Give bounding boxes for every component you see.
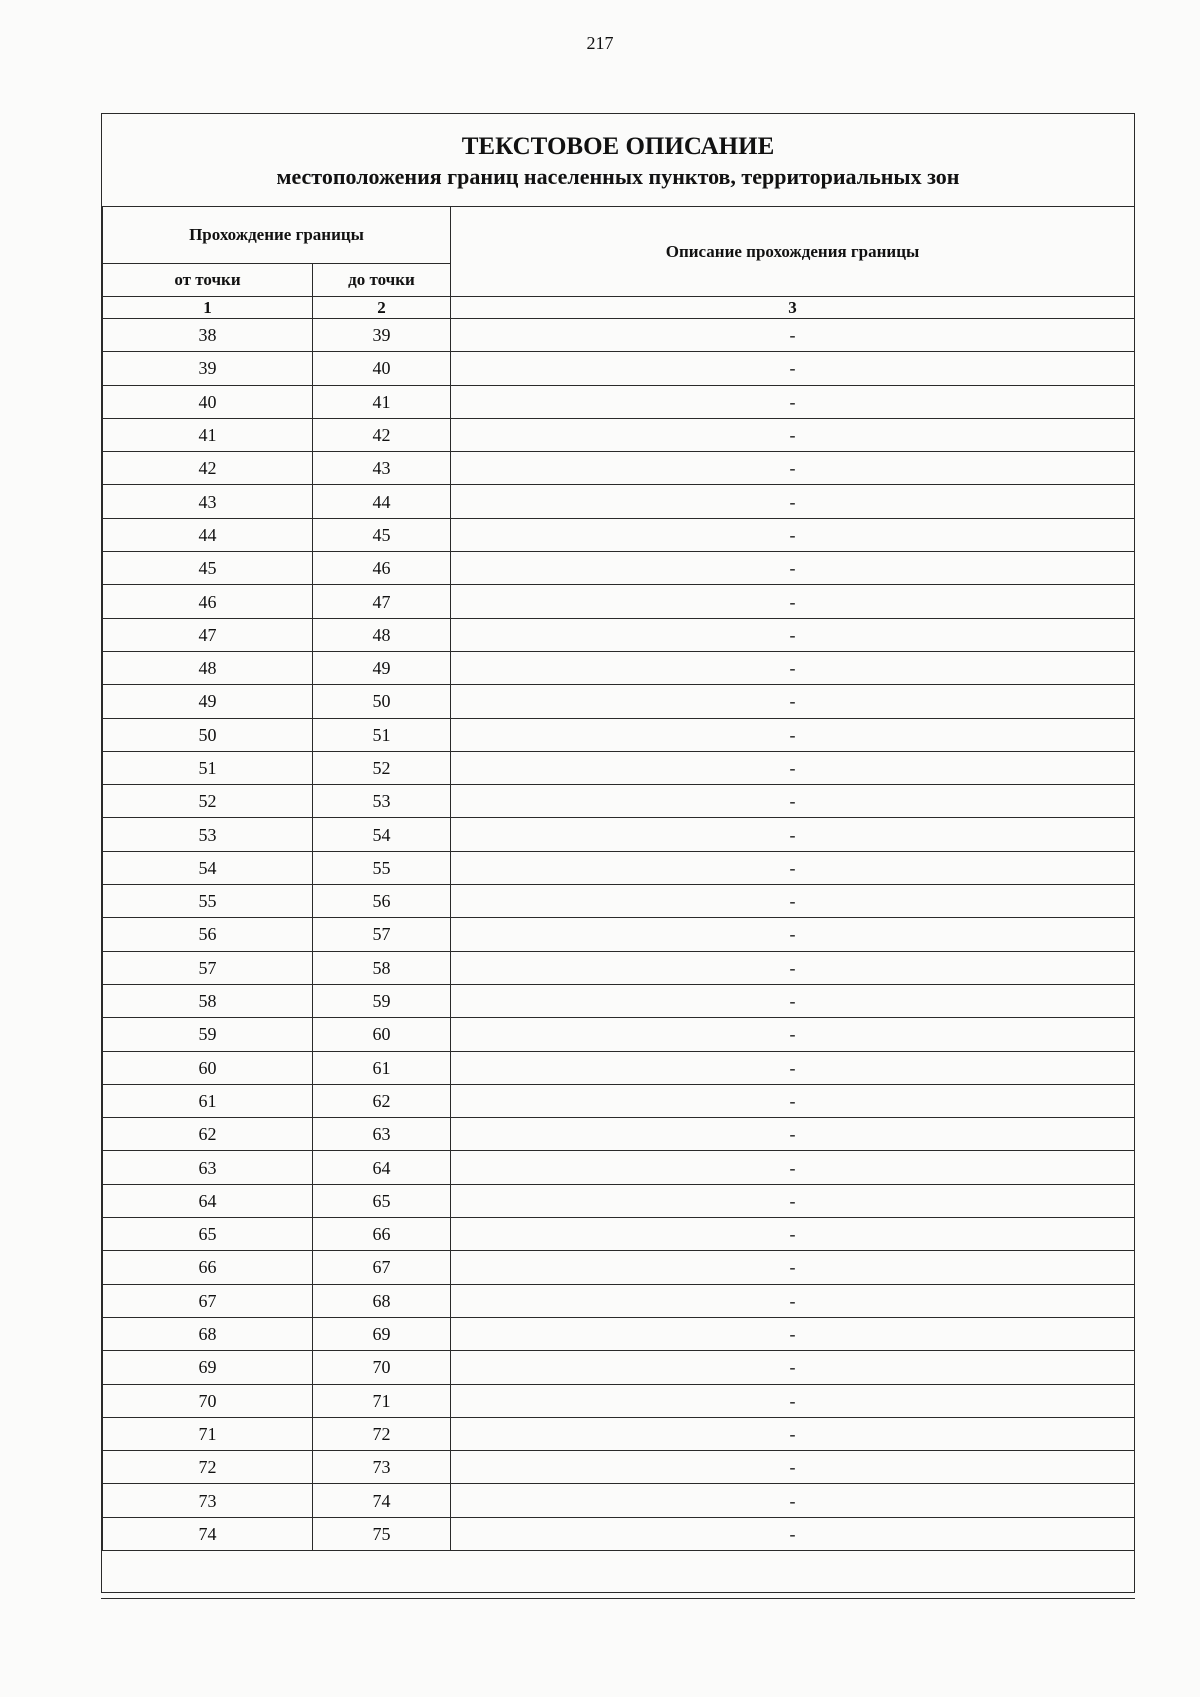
header-description: Описание прохождения границы: [451, 207, 1135, 297]
cell-to-point: 43: [313, 452, 451, 485]
table-row: [103, 1184, 1135, 1217]
cell-from-point: 48: [103, 651, 313, 684]
table-row: [103, 1317, 1135, 1350]
cell-from-point: 50: [103, 718, 313, 751]
cell-from-point: 45: [103, 552, 313, 585]
cell-to-point: 56: [313, 885, 451, 918]
cell-to-point: 62: [313, 1084, 451, 1117]
table-row: [103, 418, 1135, 451]
table-row: [103, 651, 1135, 684]
cell-to-point: 63: [313, 1118, 451, 1151]
cell-from-point: 65: [103, 1218, 313, 1251]
cell-from-point: 40: [103, 385, 313, 418]
cell-to-point: 64: [313, 1151, 451, 1184]
table-row: [103, 718, 1135, 751]
table-row: [103, 518, 1135, 551]
table-row: [103, 1251, 1135, 1284]
cell-description: -: [451, 1184, 1135, 1217]
cell-from-point: 46: [103, 585, 313, 618]
table-row: [103, 918, 1135, 951]
table-row: [103, 1517, 1135, 1550]
cell-description: -: [451, 1218, 1135, 1251]
cell-from-point: 62: [103, 1118, 313, 1151]
table-row: [103, 1284, 1135, 1317]
cell-from-point: 38: [103, 319, 313, 352]
cell-from-point: 44: [103, 518, 313, 551]
cell-description: -: [451, 1284, 1135, 1317]
cell-description: -: [451, 751, 1135, 784]
cell-to-point: 57: [313, 918, 451, 951]
cell-to-point: 69: [313, 1317, 451, 1350]
cell-description: -: [451, 1151, 1135, 1184]
table-body: [103, 319, 1135, 1551]
cell-to-point: 44: [313, 485, 451, 518]
cell-description: -: [451, 1517, 1135, 1550]
bottom-rule: [101, 1598, 1135, 1599]
cell-description: -: [451, 1351, 1135, 1384]
cell-to-point: 42: [313, 418, 451, 451]
table-row: [103, 1151, 1135, 1184]
cell-to-point: 75: [313, 1517, 451, 1550]
cell-to-point: 67: [313, 1251, 451, 1284]
cell-to-point: 41: [313, 385, 451, 418]
cell-to-point: 40: [313, 352, 451, 385]
table-row: [103, 851, 1135, 884]
table-row: [103, 685, 1135, 718]
cell-to-point: 54: [313, 818, 451, 851]
document-title: ТЕКСТОВОЕ ОПИСАНИЕ: [461, 133, 775, 160]
cell-to-point: 73: [313, 1451, 451, 1484]
cell-from-point: 72: [103, 1451, 313, 1484]
cell-description: -: [451, 518, 1135, 551]
table-row: [103, 319, 1135, 352]
cell-to-point: 46: [313, 552, 451, 585]
document-frame: [101, 113, 1135, 1593]
header-to-point: до точки: [313, 264, 451, 297]
cell-description: -: [451, 785, 1135, 818]
cell-description: -: [451, 352, 1135, 385]
table-row: [103, 951, 1135, 984]
title-block: [102, 132, 1134, 192]
table-row: [103, 485, 1135, 518]
table-row: [103, 984, 1135, 1017]
cell-description: -: [451, 1384, 1135, 1417]
cell-from-point: 41: [103, 418, 313, 451]
table-row: [103, 552, 1135, 585]
cell-from-point: 54: [103, 851, 313, 884]
header-boundary-passage: Прохождение границы: [103, 207, 451, 264]
cell-to-point: 74: [313, 1484, 451, 1517]
cell-description: -: [451, 1251, 1135, 1284]
cell-to-point: 39: [313, 319, 451, 352]
cell-from-point: 47: [103, 618, 313, 651]
cell-from-point: 51: [103, 751, 313, 784]
cell-description: -: [451, 685, 1135, 718]
cell-from-point: 69: [103, 1351, 313, 1384]
table-row: [103, 818, 1135, 851]
cell-from-point: 66: [103, 1251, 313, 1284]
cell-from-point: 56: [103, 918, 313, 951]
cell-description: -: [451, 618, 1135, 651]
cell-description: -: [451, 851, 1135, 884]
cell-description: -: [451, 1051, 1135, 1084]
cell-to-point: 55: [313, 851, 451, 884]
table-row: [103, 385, 1135, 418]
table-row: [103, 1417, 1135, 1450]
table-row: [103, 1484, 1135, 1517]
table-row: [103, 618, 1135, 651]
cell-to-point: 65: [313, 1184, 451, 1217]
cell-from-point: 39: [103, 352, 313, 385]
cell-from-point: 67: [103, 1284, 313, 1317]
cell-description: -: [451, 1317, 1135, 1350]
cell-from-point: 52: [103, 785, 313, 818]
cell-from-point: 74: [103, 1517, 313, 1550]
table-row: [103, 1084, 1135, 1117]
cell-description: -: [451, 585, 1135, 618]
cell-description: -: [451, 1417, 1135, 1450]
cell-to-point: 50: [313, 685, 451, 718]
cell-to-point: 70: [313, 1351, 451, 1384]
cell-description: -: [451, 918, 1135, 951]
table-row: [103, 1351, 1135, 1384]
cell-description: -: [451, 385, 1135, 418]
table-row: [103, 1218, 1135, 1251]
boundary-table: [102, 206, 1135, 1551]
cell-from-point: 68: [103, 1317, 313, 1350]
cell-to-point: 48: [313, 618, 451, 651]
table-row: [103, 785, 1135, 818]
cell-from-point: 53: [103, 818, 313, 851]
table-row: [103, 1118, 1135, 1151]
page-number: 217: [586, 33, 614, 53]
cell-description: -: [451, 1084, 1135, 1117]
cell-from-point: 70: [103, 1384, 313, 1417]
cell-to-point: 47: [313, 585, 451, 618]
cell-description: -: [451, 418, 1135, 451]
cell-from-point: 73: [103, 1484, 313, 1517]
cell-description: -: [451, 651, 1135, 684]
table-row: [103, 1451, 1135, 1484]
cell-to-point: 58: [313, 951, 451, 984]
table-header: [103, 207, 1135, 319]
cell-description: -: [451, 452, 1135, 485]
table-row: [103, 751, 1135, 784]
header-col-number-3: 3: [451, 297, 1135, 319]
table-row: [103, 885, 1135, 918]
document-subtitle: местоположения границ населенных пунктов, территориальных зон: [276, 164, 960, 189]
cell-description: -: [451, 552, 1135, 585]
table-row: [103, 585, 1135, 618]
cell-to-point: 66: [313, 1218, 451, 1251]
cell-to-point: 51: [313, 718, 451, 751]
cell-from-point: 42: [103, 452, 313, 485]
cell-description: -: [451, 984, 1135, 1017]
cell-to-point: 53: [313, 785, 451, 818]
header-col-number-1: 1: [103, 297, 313, 319]
cell-from-point: 61: [103, 1084, 313, 1117]
cell-from-point: 60: [103, 1051, 313, 1084]
cell-from-point: 57: [103, 951, 313, 984]
cell-from-point: 43: [103, 485, 313, 518]
cell-from-point: 59: [103, 1018, 313, 1051]
header-col-number-2: 2: [313, 297, 451, 319]
cell-description: -: [451, 485, 1135, 518]
cell-from-point: 49: [103, 685, 313, 718]
cell-to-point: 49: [313, 651, 451, 684]
table-row: [103, 352, 1135, 385]
cell-from-point: 55: [103, 885, 313, 918]
cell-to-point: 45: [313, 518, 451, 551]
cell-to-point: 72: [313, 1417, 451, 1450]
cell-to-point: 59: [313, 984, 451, 1017]
cell-description: -: [451, 1484, 1135, 1517]
cell-description: -: [451, 818, 1135, 851]
cell-from-point: 64: [103, 1184, 313, 1217]
cell-to-point: 68: [313, 1284, 451, 1317]
cell-to-point: 71: [313, 1384, 451, 1417]
cell-description: -: [451, 1451, 1135, 1484]
table-row: [103, 452, 1135, 485]
cell-to-point: 61: [313, 1051, 451, 1084]
cell-description: -: [451, 718, 1135, 751]
header-from-point: от точки: [103, 264, 313, 297]
cell-from-point: 58: [103, 984, 313, 1017]
table-row: [103, 1051, 1135, 1084]
cell-to-point: 60: [313, 1018, 451, 1051]
table-row: [103, 1384, 1135, 1417]
table-row: [103, 1018, 1135, 1051]
cell-to-point: 52: [313, 751, 451, 784]
cell-description: -: [451, 885, 1135, 918]
cell-description: -: [451, 319, 1135, 352]
cell-description: -: [451, 951, 1135, 984]
cell-description: -: [451, 1018, 1135, 1051]
cell-description: -: [451, 1118, 1135, 1151]
cell-from-point: 71: [103, 1417, 313, 1450]
cell-from-point: 63: [103, 1151, 313, 1184]
